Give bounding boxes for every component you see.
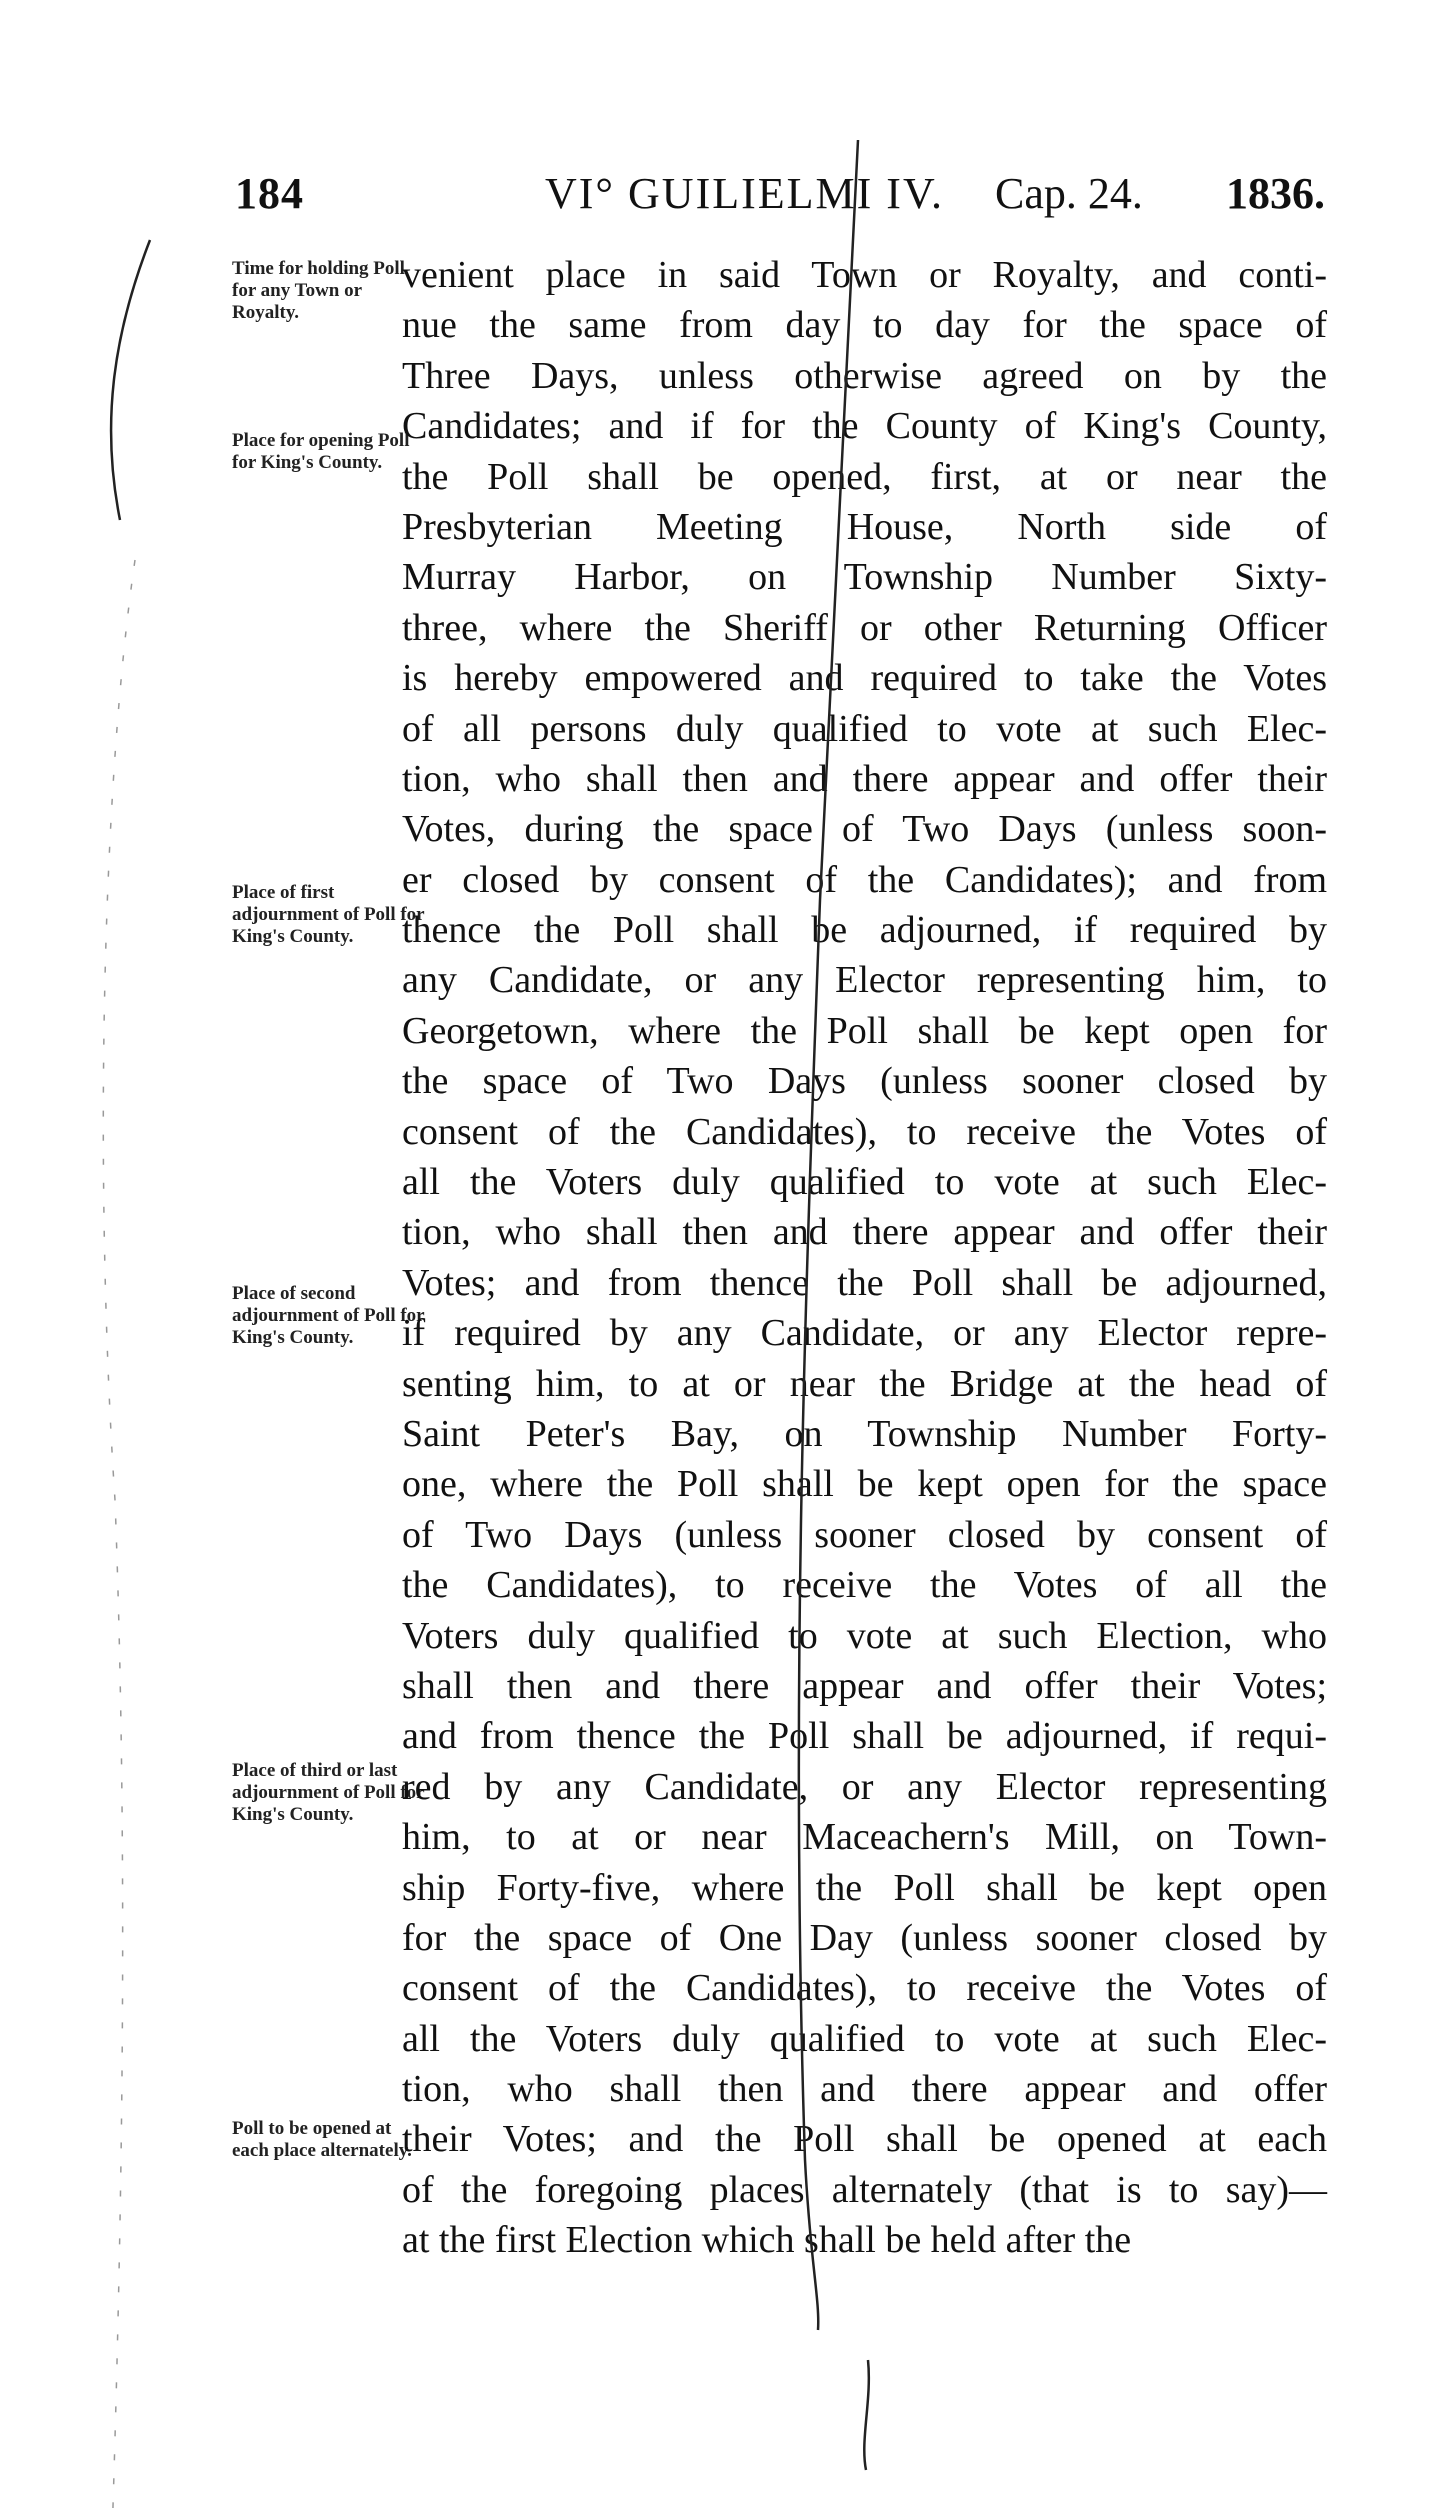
margin-note-second-adjournment: Place of second adjournment of Poll for King's County.	[232, 1283, 425, 1348]
body-line: at the first Election which shall be held after the	[402, 2219, 1132, 2262]
margin-faint-line	[103, 560, 135, 2508]
body-line: tion, who shall then and there appear and offer their	[402, 1211, 1327, 1254]
page-number: 184	[235, 169, 304, 218]
body-line: three, where the Sheriff or other Returning Officer	[402, 606, 1327, 649]
body-line: ship Forty-five, where the Poll shall be kept open	[402, 1866, 1327, 1909]
body-line: Votes; and from thence the Poll shall be adjourned,	[402, 1261, 1327, 1304]
body-line: red by any Candidate, or any Elector representing	[402, 1765, 1327, 1808]
body-line: their Votes; and the Poll shall be opened at each	[402, 2118, 1327, 2161]
margin-note-time-for-holding-poll: Time for holding Poll for any Town or Royalty.	[232, 258, 405, 323]
margin-note-third-adjournment: Place of third or last adjournment of Poll for King's County.	[232, 1760, 425, 1825]
body-line: of Two Days (unless sooner closed by consent of	[402, 1513, 1327, 1556]
page-header	[235, 168, 1325, 228]
chapter-label: Cap. 24.	[995, 169, 1143, 218]
body-line: one, where the Poll shall be kept open for the space	[402, 1463, 1327, 1506]
year-label: 1836.	[1226, 169, 1325, 218]
body-line: Murray Harbor, on Township Number Sixty-	[402, 556, 1327, 599]
body-line: any Candidate, or any Elector representing him, to	[402, 959, 1327, 1002]
body-line: of all persons duly qualified to vote at such Elec-	[402, 707, 1327, 750]
body-line: the Candidates), to receive the Votes of all the	[402, 1564, 1327, 1607]
body-line: all the Voters duly qualified to vote at such Elec-	[402, 2017, 1327, 2060]
body-line: venient place in said Town or Royalty, and conti-	[402, 254, 1327, 296]
running-title: VI° GUILIELMI IV.	[545, 169, 945, 218]
body-line: of the foregoing places alternately (that is to say)—	[402, 2168, 1327, 2211]
body-line: er closed by consent of the Candidates); and from	[402, 858, 1327, 901]
margin-note-poll-alternately: Poll to be opened at each place alternately.	[232, 2118, 412, 2161]
body-line: Voters duly qualified to vote at such Election, who	[402, 1614, 1327, 1657]
body-line: the Poll shall be opened, first, at or near the	[402, 455, 1327, 498]
margin-bracket-top	[111, 240, 150, 520]
body-line: tion, who shall then and there appear and offer their	[402, 757, 1327, 800]
body-line: Votes, during the space of Two Days (unless soon-	[402, 808, 1327, 851]
body-line: is hereby empowered and required to take the Votes	[402, 657, 1327, 700]
body-line: for the space of One Day (unless sooner closed by	[402, 1916, 1327, 1959]
body-line: consent of the Candidates), to receive the Votes of	[402, 1967, 1327, 2010]
body-line: if required by any Candidate, or any Elector repre-	[402, 1312, 1327, 1355]
body-line: all the Voters duly qualified to vote at such Elec-	[402, 1161, 1327, 1204]
body-line: Presbyterian Meeting House, North side of	[402, 505, 1327, 548]
margin-note-first-adjournment: Place of first adjournment of Poll for King's County.	[232, 882, 425, 947]
body-line: nue the same from day to day for the space of	[402, 304, 1327, 347]
body-line: him, to at or near Maceachern's Mill, on Town-	[402, 1816, 1327, 1859]
body-text	[402, 250, 1327, 2266]
body-line: Saint Peter's Bay, on Township Number Forty-	[402, 1412, 1327, 1455]
body-line: Georgetown, where the Poll shall be kept open for	[402, 1009, 1327, 1052]
body-line: and from thence the Poll shall be adjourned, if requi-	[402, 1715, 1327, 1758]
body-line: Three Days, unless otherwise agreed on by the	[402, 354, 1327, 397]
body-line: consent of the Candidates), to receive the Votes of	[402, 1110, 1327, 1153]
body-line: senting him, to at or near the Bridge at the head of	[402, 1362, 1327, 1405]
body-line: the space of Two Days (unless sooner closed by	[402, 1060, 1327, 1103]
body-line: tion, who shall then and there appear and offer	[402, 2068, 1327, 2111]
body-line: Candidates; and if for the County of King's County,	[402, 405, 1327, 448]
body-line: thence the Poll shall be adjourned, if required by	[402, 909, 1327, 952]
body-line: shall then and there appear and offer their Votes;	[402, 1664, 1327, 1707]
bottom-pencil-mark	[864, 2360, 869, 2470]
margin-note-place-for-opening-poll: Place for opening Poll for King's County.	[232, 430, 410, 473]
